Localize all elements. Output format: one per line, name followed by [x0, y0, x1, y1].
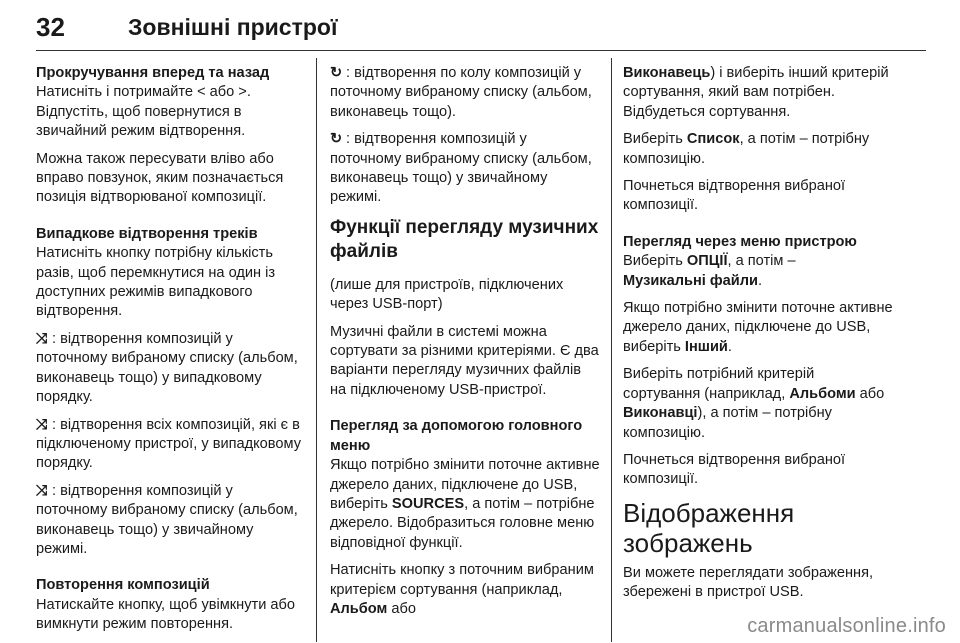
section-heading-device-menu: Перегляд через меню пристрою: [623, 233, 857, 250]
paragraph: (лише для пристроїв, підключених через USB-порт): [330, 276, 564, 313]
paragraph: Перегляд за допомогою головного меню Якщо потрібно змінити поточне активне джерело даних, підключене до USB, виберіть SOURCES, а потім – потрібне джерело. Відобразиться головне меню відповідної функції.: [330, 418, 600, 551]
repeat-icon: ↻: [330, 65, 343, 81]
paragraph: Випадкове відтворення треків Натисніть кнопку потрібну кількість разів, щоб перемкнутися на один із доступних режимів випадкового відтворення.: [36, 225, 306, 322]
paragraph: Прокручування вперед та назад Натисніть і потримайте < або >. Відпустіть, щоб повернутися в звичайний режим відтворення.: [36, 64, 306, 142]
paragraph: Натисніть кнопку з поточним вибраним критерієм сортування (наприклад, Альбом або: [330, 562, 594, 617]
section-heading-repeat: Повторення композицій: [36, 577, 210, 594]
shuffle-all-icon: ⤨: [36, 416, 48, 433]
options-label: ОПЦІЇ: [686, 253, 728, 270]
column-divider-2: [611, 58, 612, 642]
paragraph: ⤨ : відтворення композицій у поточному вибраному списку (альбом, виконавець тощо) у випадковому порядку.: [36, 330, 298, 406]
previous-symbol: <: [197, 84, 206, 101]
next-symbol: >: [238, 84, 247, 101]
music-files-label: Музикальні файли: [623, 272, 758, 289]
shuffle-off-icon: ⤨: [36, 482, 48, 499]
column-2: [330, 64, 600, 627]
paragraph: Ви можете переглядати зображення, збережені в пристрої USB.: [623, 564, 874, 601]
paragraph: Перегляд через меню пристрою Виберіть ОПЦІЇ, а потім – Музикальні файли.: [623, 233, 893, 291]
watermark: carmanualsonline.info: [747, 615, 946, 637]
artist-label: Виконавець: [623, 65, 711, 81]
album-label: Альбом: [330, 600, 388, 617]
sources-label: SOURCES: [391, 495, 465, 512]
list-label: Список: [686, 131, 740, 148]
header-divider: [36, 50, 926, 51]
shuffle-icon: ⤨: [36, 330, 48, 347]
artists-label: Виконавці: [623, 405, 698, 422]
other-label: Інший: [684, 338, 728, 355]
page-header: [36, 12, 926, 50]
repeat-off-icon: ↻: [330, 131, 343, 148]
section-heading-images: Відображення зображень: [623, 497, 795, 558]
page-number: 32: [36, 12, 65, 42]
paragraph: ↻ : відтворення композицій у поточному вибраному списку (альбом, виконавець тощо) у звичайному режимі.: [330, 131, 592, 206]
paragraph: ⤨ : відтворення всіх композицій, які є в підключеному пристрої, у випадковому порядку.: [36, 416, 301, 472]
paragraph: Почнеться відтворення вибраної композиції.: [623, 178, 846, 214]
paragraph: ⤨ : відтворення композицій у поточному вибраному списку (альбом, виконавець тощо) у звичайному режимі.: [36, 482, 298, 557]
section-heading-seek: Прокручування вперед та назад: [36, 65, 270, 81]
albums-label: Альбоми: [789, 385, 856, 402]
paragraph: Можна також пересувати вліво або вправо повзунок, яким позначається позиція відтворюваної композиції.: [36, 150, 284, 206]
paragraph: Виберіть Список, а потім – потрібну композицію.: [623, 131, 870, 167]
paragraph: Почнеться відтворення вибраної композиції.: [623, 451, 846, 488]
section-heading-music-browse: Функції перегляду музичних файлів: [330, 216, 599, 262]
section-heading-shuffle: Випадкове відтворення треків: [36, 225, 258, 242]
paragraph: Повторення композицій Натискайте кнопку, щоб увімкнути або вимкнути режим повторення.: [36, 576, 306, 634]
column-1: [36, 64, 306, 643]
section-heading-main-menu: Перегляд за допомогою головного меню: [330, 418, 583, 454]
paragraph: Виконавець) і виберіть інший критерій сортування, який вам потрібен. Відбудеться сортування.: [623, 65, 889, 120]
paragraph: Виберіть потрібний критерій сортування (наприклад, Альбоми або Виконавці), а потім – потрібну композицію.: [623, 366, 885, 441]
column-divider-1: [316, 58, 317, 642]
paragraph: Музичні файли в системі можна сортувати за різними критеріями. Є два варіанти перегляду музичних файлів на підключеному USB-пристрої.: [330, 323, 599, 398]
paragraph: ↻ : відтворення по колу композицій у поточному вибраному списку (альбом, виконавець тощо).: [330, 65, 592, 120]
column-3: [623, 64, 893, 611]
page-title: Зовнішні пристрої: [128, 14, 338, 40]
paragraph: Якщо потрібно змінити поточне активне джерело даних, підключене до USB, виберіть Інший.: [623, 300, 893, 355]
